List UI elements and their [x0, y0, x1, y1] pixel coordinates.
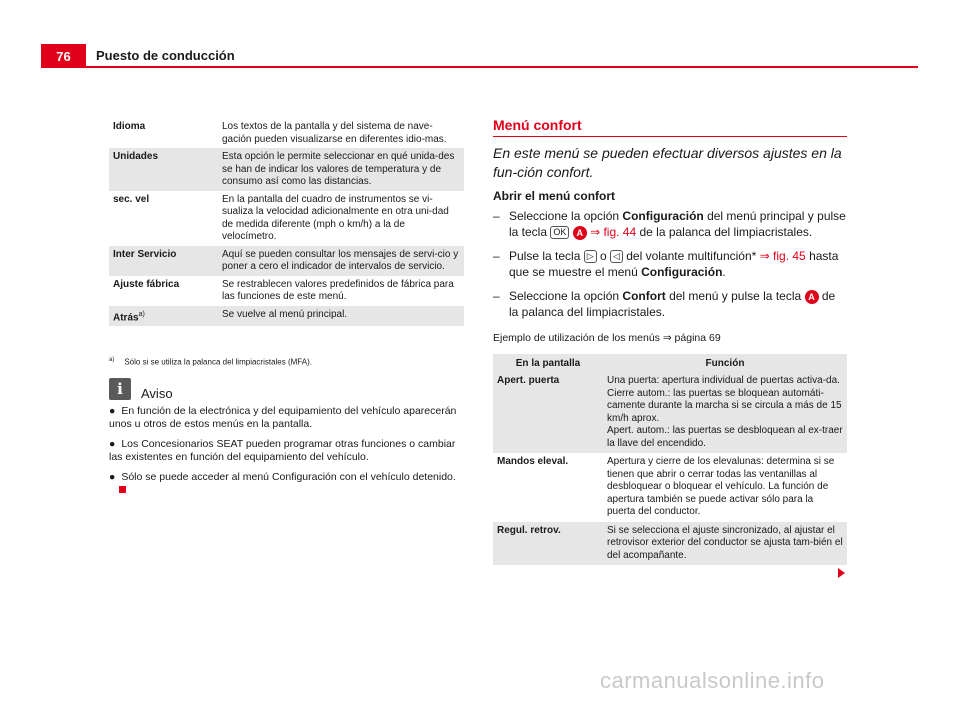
row-key: Inter Servicio — [113, 248, 177, 260]
continue-arrow-icon — [838, 568, 845, 578]
step-2: – Pulse la tecla ▷ o ◁ del volante multifunción* ⇒ fig. 45 hasta que se muestre el menú Configuración. — [493, 249, 839, 279]
right-arrow-key-icon: ▷ — [584, 250, 597, 263]
step-text: de la palanca del limpiacristales. — [509, 289, 836, 319]
step-text: Seleccione la opción — [509, 209, 623, 223]
table-row — [109, 276, 464, 306]
figure-link[interactable]: ⇒ fig. 44 — [590, 225, 637, 239]
table-row — [109, 191, 464, 246]
settings-table — [109, 118, 464, 326]
example-reference[interactable]: Ejemplo de utilización de los menús ⇒ página 69 — [493, 332, 721, 344]
row-value: Aquí se pueden consultar los mensajes de servi-cio y poner a cero el indicador de intervalos de servicio. — [222, 248, 459, 272]
footnote — [109, 357, 312, 367]
step-1: – Seleccione la opción Configuración del menú principal y pulse la tecla OK A ⇒ fig. 44 de la palanca del limpiacristales. — [493, 209, 846, 239]
step-text: . — [722, 265, 726, 279]
column-header: En la pantalla — [515, 358, 581, 369]
list-item: ● Los Concesionarios SEAT pueden programar otras funciones o cambiar las existentes en función del equipamiento del vehículo. — [109, 438, 456, 463]
step-text: del volante multifunción* — [622, 249, 760, 263]
row-key — [109, 309, 222, 325]
row-value: Si se selecciona el ajuste sincronizado, al ajustar el retrovisor exterior del conductor se ajusta tam-bién el del acompañante. — [607, 524, 843, 561]
table-row — [493, 522, 847, 566]
list-item: ● En función de la electrónica y del equipamiento del vehículo aparecerán unos u otros de estos menús en la pantalla. — [109, 405, 457, 430]
header-divider — [86, 66, 918, 68]
row-value: Se restrablecen valores predefinidos de fábrica para las funciones de este menú. — [222, 278, 454, 302]
footnote-text: Sólo si se utiliza la palanca del limpiacristales (MFA). — [124, 357, 312, 367]
footnote-mark: a) — [109, 357, 115, 363]
row-key: Unidades — [113, 151, 159, 162]
step-3: – Seleccione la opción Confort del menú y pulse la tecla A de la palanca del limpiacristales. — [493, 289, 836, 319]
section-title: Menú confort — [493, 117, 582, 133]
figure-link[interactable]: ⇒ fig. 45 — [759, 249, 806, 263]
aviso-title: Aviso — [141, 386, 173, 401]
row-key: Ajuste fábrica — [113, 278, 180, 290]
watermark: carmanualsonline.info — [600, 668, 825, 693]
comfort-menu-table — [493, 354, 847, 565]
table-row — [493, 372, 847, 453]
table-row — [109, 118, 464, 148]
list-item-text: En función de la electrónica y del equipamiento del vehículo aparecerán unos u otros de estos menús en la pantalla. — [109, 405, 457, 430]
info-icon: i — [109, 378, 131, 400]
footnote-ref: a) — [138, 310, 145, 318]
row-key-text: Atrás — [113, 311, 139, 323]
table-row — [109, 246, 464, 276]
end-marker-icon — [119, 486, 126, 493]
table-row — [109, 148, 464, 191]
row-key: Regul. retrov. — [497, 524, 561, 536]
row-key: Apert. puerta — [497, 375, 560, 386]
row-value: Los textos de la pantalla y del sistema de nave-gación pueden visualizarse en diferentes idio-mas. — [222, 121, 447, 145]
left-arrow-key-icon: ◁ — [610, 250, 623, 263]
row-value: Se vuelve al menú principal. — [222, 308, 348, 320]
list-item: ● Sólo se puede acceder al menú Configuración con el vehículo detenido. — [109, 471, 464, 497]
procedure-title: Abrir el menú confort — [493, 189, 616, 203]
step-text: del menú principal y pulse la tecla — [509, 209, 846, 239]
page-header-title: Puesto de conducción — [96, 48, 235, 63]
column-header: Función — [705, 358, 745, 369]
list-item-text: Sólo se puede acceder al menú Configuración con el vehículo detenido. — [121, 471, 456, 483]
row-key: Mandos eleval. — [497, 456, 569, 467]
list-item-text: Los Concesionarios SEAT pueden programar otras funciones o cambiar las existentes en función del equipamiento del vehículo. — [109, 438, 456, 463]
step-text: de la palanca del limpiacristales. — [636, 225, 813, 239]
row-value: Una puerta: apertura individual de puertas activa-da. Cierre autom.: las puertas se bloquean automáti-camente durante la marcha si se circula a más de 15 km/h aprox. Apert. autom.: las puertas se desbloquean al ex-traer la llave del encendido. — [607, 375, 843, 449]
button-a-icon: A — [805, 290, 819, 304]
menu-option: Configuración — [622, 209, 704, 223]
step-text: Pulse la tecla — [509, 249, 584, 263]
step-text: hasta que se muestre el menú — [509, 249, 839, 279]
step-text: del menú y pulse la tecla — [665, 289, 805, 303]
page-number: 76 — [41, 44, 86, 68]
aviso-list — [109, 405, 464, 504]
row-key: sec. vel — [113, 193, 150, 205]
button-a-icon: A — [573, 226, 587, 240]
section-lead: En este menú se pueden efectuar diversos ajustes en la fun-ción confort. — [493, 145, 842, 180]
table-row — [109, 306, 464, 327]
step-text: Seleccione la opción — [509, 289, 623, 303]
menu-option: Confort — [622, 289, 666, 303]
row-value: Apertura y cierre de los elevalunas: determina si se tienen que abrir o cerrar todas las ventanillas al desbloquear o bloquear el vehículo. La función de apertura también se puede activar sólo para la puerta del conductor. — [607, 456, 835, 517]
row-key: Idioma — [113, 121, 146, 132]
section-divider — [493, 136, 847, 137]
table-row — [493, 453, 847, 522]
row-value: Esta opción le permite seleccionar en qué unida-des se han de indicar los valores de temperatura y de consumo así como las distancias. — [222, 151, 455, 187]
row-value: En la pantalla del cuadro de instrumentos se vi-sualiza la velocidad adicionalmente en otra uni-dad de medida diferente (mph o km/h) a la de velocímetro. — [222, 193, 449, 242]
table-header — [493, 354, 847, 372]
step-text: o — [596, 249, 610, 263]
menu-option: Configuración — [641, 265, 723, 279]
ok-key-icon: OK — [550, 226, 569, 239]
